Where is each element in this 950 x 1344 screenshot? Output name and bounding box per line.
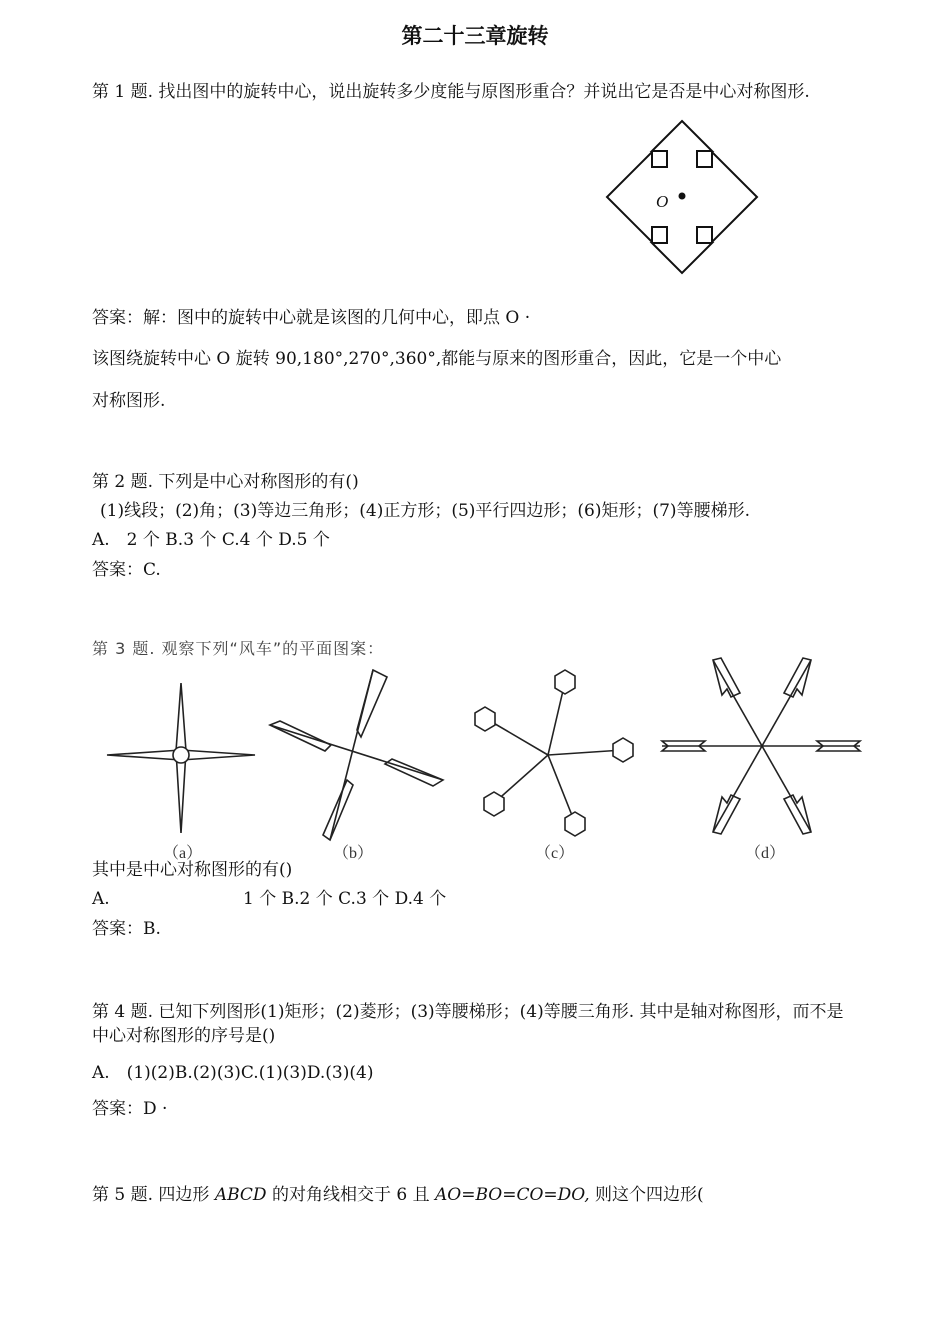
q1-answer-line-1: 答案：解：图中的旋转中心就是该图的几何中心，即点 O · (92, 308, 531, 328)
q2-items: (1)线段；(2)角；(3)等边三角形；(4)正方形；(5)平行四边形；(6)矩形；(7)等腰梯形. (100, 501, 750, 521)
windmill-c (475, 670, 633, 836)
q5-suffix: 则这个四边形( (589, 1185, 704, 1205)
q5-stem (92, 1183, 704, 1207)
q4-stem: 第 4 题. 已知下列图形(1)矩形；(2)菱形；(3)等腰梯形；(4)等腰三角形. 其中是轴对称图形，而不是中心对称图形的序号是() (92, 1002, 844, 1046)
q3-option-a: A. (92, 889, 110, 909)
q3-windmill-figures (95, 655, 870, 865)
q2-options: A. 2 个 B.3 个 C.4 个 D.5 个 (92, 530, 330, 550)
q3-question: 其中是中心对称图形的有() (92, 860, 293, 880)
q1-answer-line-2: 该图绕旋转中心 O 旋转 90,180°,270°,360°,都能与原来的图形重合，因此，它是一个中心 (92, 349, 782, 369)
q4-answer: 答案：D · (92, 1099, 168, 1119)
q3-stem: 第 3 题. 观察下列“风车”的平面图案： (92, 639, 385, 658)
center-point-o (679, 193, 686, 200)
caption-d: （d） (745, 845, 786, 862)
q1-cross-arrow-figure (603, 118, 761, 276)
caption-a: （a） (163, 845, 203, 862)
q5-prefix: 第 5 题. 四边形 (92, 1185, 215, 1205)
q5-equation: AO=BO=CO=DO, (435, 1185, 590, 1205)
windmill-a (107, 683, 255, 833)
q5-mid: 的对角线相交于 6 且 (266, 1185, 436, 1205)
q1-answer-line-3: 对称图形. (92, 391, 166, 411)
q5-abcd: ABCD (214, 1185, 267, 1205)
q4-options: A. (1)(2)B.(2)(3)C.(1)(3)D.(3)(4) (92, 1063, 374, 1083)
q2-stem: 第 2 题. 下列是中心对称图形的有() (92, 472, 359, 492)
caption-b: （b） (333, 845, 374, 862)
caption-c: （c） (535, 845, 575, 862)
q3-options-rest: 1 个 B.2 个 C.3 个 D.4 个 (243, 889, 447, 909)
q1-stem: 第 1 题. 找出图中的旋转中心，说出旋转多少度能与原图形重合？并说出它是否是中心对称图形. (92, 82, 810, 102)
q1-figure-label: O (656, 192, 669, 211)
page-title: 第二十三章旋转 (401, 24, 549, 48)
windmill-d (662, 658, 860, 834)
q2-answer: 答案：C. (92, 560, 161, 580)
q3-answer: 答案：B. (92, 919, 161, 939)
windmill-b (270, 670, 443, 840)
